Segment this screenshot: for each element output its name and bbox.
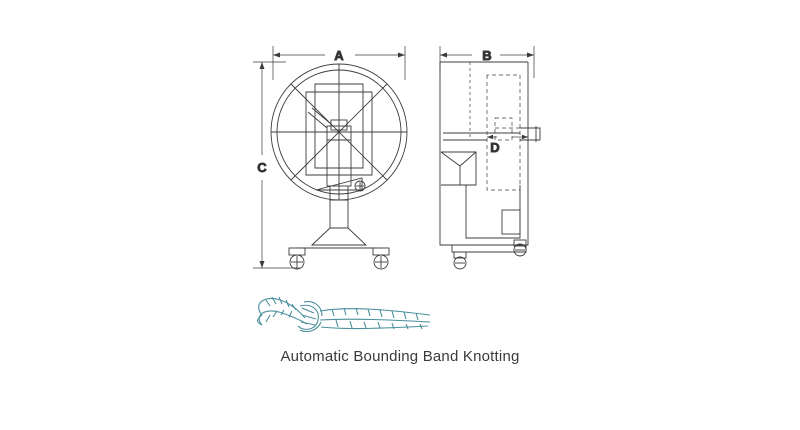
caster-side-right xyxy=(514,240,526,256)
dimension-label-D: D xyxy=(490,140,500,155)
caster-front-right xyxy=(373,248,389,269)
dimension-label-A: A xyxy=(334,48,344,63)
dimension-label-C: C xyxy=(257,160,267,175)
knotted-rope-illustration xyxy=(258,297,431,332)
figure-caption: Automatic Bounding Band Knotting xyxy=(280,348,520,365)
caster-front-left xyxy=(289,248,305,269)
front-view xyxy=(253,46,410,269)
side-view xyxy=(440,46,540,269)
dimension-label-B: B xyxy=(482,48,492,63)
caster-side-left xyxy=(454,252,466,269)
